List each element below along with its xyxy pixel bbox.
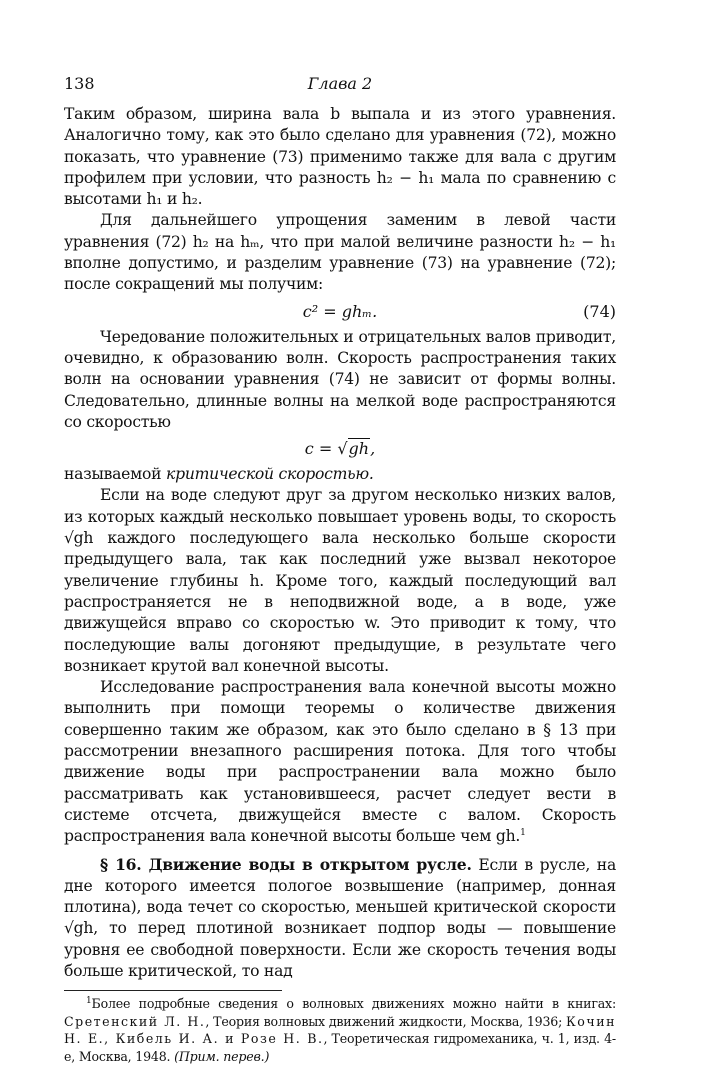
section-heading: § 16. Движение воды в открытом русле. xyxy=(100,854,472,874)
paragraph-3: Чередование положительных и отрицательных валов приводит, очевидно, к образованию волн. Скорость распространения таких волн на основании уравнения (74) не зависит от формы волны. Следовательно, длинные волны на мелкой воде распространяются со скоростью xyxy=(64,327,616,431)
equation-critical-left: c = xyxy=(304,439,338,459)
equation-74-body: c² = ghₘ. xyxy=(302,301,378,321)
footnote-text-2: , Теория волновых движений жидкости, Москва, 1936; xyxy=(205,1013,567,1029)
running-header xyxy=(64,74,616,98)
book-page xyxy=(64,74,616,1065)
section-16 xyxy=(64,854,616,983)
footnote-author-1: Сретенский Л. Н. xyxy=(64,1013,206,1029)
footnote-text-3: , Теоретическая гидромеханика, ч. 1, изд. 4-е, Москва, 1948. xyxy=(64,1031,616,1064)
page-number: 138 xyxy=(64,74,95,93)
translator-note: (Прим. перев.) xyxy=(174,1048,270,1064)
sqrt-symbol: √gh xyxy=(337,439,370,459)
paragraph-5: Если на воде следуют друг за другом несколько низких валов, из которых каждый несколько повышает уровень воды, то скорость √gh каждого последующего вала несколько больше скорости предыдущего вала, так как последний уже вызвал некоторое увеличение глубины h. Кроме того, каждый последующий вал распространяется не в неподвижной воде, а в воде, уже движущейся вправо со скоростью w. Это приводит к тому, что последующие валы догоняют предыдущие, в результате чего возникает крутой вал конечной высоты. xyxy=(64,486,616,675)
footnote-divider xyxy=(64,990,282,991)
footnote-mark: 1 xyxy=(86,996,92,1007)
paragraph-2: Для дальнейшего упрощения заменим в левой части уравнения (72) h₂ на hₘ, что при малой величине разности h₂ − h₁ вполне допустимо, и разделим уравнение (73) на уравнение (72); после сокращений мы получим: xyxy=(64,211,616,294)
equation-critical-speed xyxy=(64,435,616,462)
footnote-author-2: Кочин Н. Е., Кибель И. А. и Розе Н. В. xyxy=(64,1013,616,1047)
sqrt-radicand: gh xyxy=(348,439,370,459)
paragraph-4 xyxy=(64,464,616,485)
footnote xyxy=(64,995,616,1065)
footnote-text-1: Более подробные сведения о волновых движениях можно найти в книгах: xyxy=(91,996,616,1012)
section-text: Если в русле, на дне которого имеется пологое возвышение (например, донная плотина), вода течет со скоростью, меньшей критической скорости √gh, то перед плотиной возникает подпор воды — повышение уровня ее свободной поверхности. Если же скорость течения воды больше критической, то над xyxy=(64,855,616,980)
footnote-reference: 1 xyxy=(520,828,526,839)
chapter-title: Глава 2 xyxy=(307,74,373,93)
equation-critical-right: , xyxy=(370,439,376,459)
paragraph-4-text: называемой xyxy=(64,465,167,484)
equation-74-label: (74) xyxy=(583,301,616,321)
paragraph-6 xyxy=(64,677,616,847)
critical-speed-term: критической скоростью. xyxy=(166,465,374,484)
equation-74 xyxy=(64,298,616,325)
paragraph-1: Таким образом, ширина вала b выпала и из этого уравнения. Аналогично тому, как это было сделано для уравнения (72), можно показать, что уравнение (73) применимо также для вала с другим профилем при условии, что разность h₂ − h₁ мала по сравнению с высотами h₁ и h₂. xyxy=(64,105,616,209)
paragraph-6-text: Исследование распространения вала конечной высоты можно выполнить при помощи теоремы о количестве движения совершенно таким же образом, как это было сделано в § 13 при рассмотрении внезапного расширения потока. Для того чтобы движение воды при распространении вала можно было рассматривать как установившееся, расчет следует вести в системе отсчета, движущейся вместе с валом. Скорость распространения вала конечной высоты больше чем gh. xyxy=(64,678,616,846)
